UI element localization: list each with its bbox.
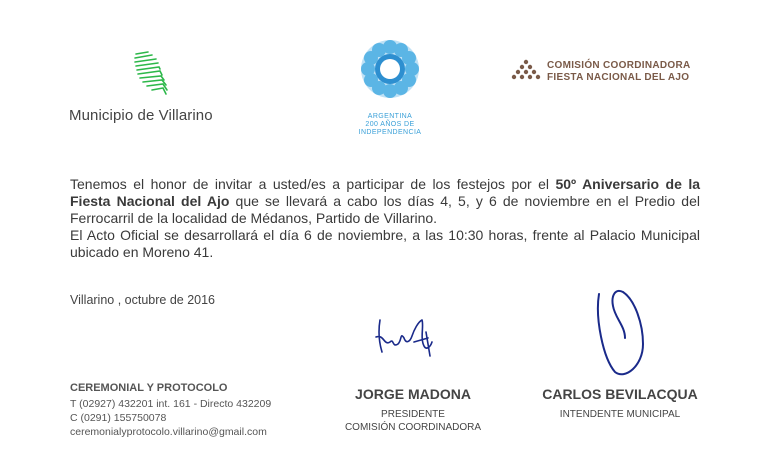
- invitation-intro: Tenemos el honor de invitar a usted/es a participar de los festejos por el: [70, 176, 556, 192]
- invitation-details: que se llevará a cabo los días 4, 5, y 6 de noviembre en el Predio del Ferrocarril de la localidad de Médanos, Partido de Villarino.: [70, 193, 700, 226]
- comision-dots-logo: [511, 59, 541, 81]
- signer-role: COMISIÓN COORDINADORA: [344, 422, 482, 433]
- signer-role: INTENDENTE MUNICIPAL: [559, 409, 681, 420]
- argentina-logo-line1: ARGENTINA: [367, 113, 413, 120]
- signer-name: JORGE MADONA: [355, 386, 471, 402]
- municipio-villarino-logo: [130, 50, 170, 96]
- municipio-name: Municipio de Villarino: [69, 107, 213, 124]
- date-line: Villarino , octubre de 2016: [70, 293, 216, 307]
- invitation-body: [70, 176, 700, 261]
- signer-name: CARLOS BEVILACQUA: [542, 386, 698, 402]
- comision-logo-line2: FIESTA NACIONAL DEL AJO: [547, 72, 690, 83]
- signer-role: PRESIDENTE: [381, 409, 445, 420]
- comision-logo-line1: COMISIÓN COORDINADORA: [547, 60, 691, 71]
- ceremonial-title: CEREMONIAL Y PROTOCOLO: [70, 382, 228, 394]
- argentina-bicentenario-logo: [359, 38, 421, 100]
- signature-madona: [370, 312, 440, 362]
- argentina-logo-line3: INDEPENDENCIA: [358, 129, 422, 136]
- signature-bevilacqua: [585, 288, 655, 380]
- signature-block-madona: [318, 386, 508, 434]
- comision-logo-text: [547, 60, 691, 84]
- event-name: 50º Aniversario de la Fiesta Nacional del Ajo: [70, 176, 700, 209]
- argentina-logo-line2: 200 AÑOS DE: [365, 121, 415, 128]
- ceremonial-email[interactable]: ceremonialyprotocolo.villarino@gmail.com: [70, 426, 267, 438]
- ceremonial-phone-1: T (02927) 432201 int. 161 - Directo 432209: [70, 398, 272, 410]
- signature-block-bevilacqua: [525, 386, 715, 421]
- ceremonial-phone-2: C (0291) 155750078: [70, 412, 167, 424]
- invitation-paragraph-2: El Acto Oficial se desarrollará el día 6 de noviembre, a las 10:30 horas, frente al Palacio Municipal ubicado en Moreno 41.: [70, 227, 700, 260]
- invitation-paragraph-1: [70, 176, 700, 227]
- argentina-logo-text: [344, 113, 436, 137]
